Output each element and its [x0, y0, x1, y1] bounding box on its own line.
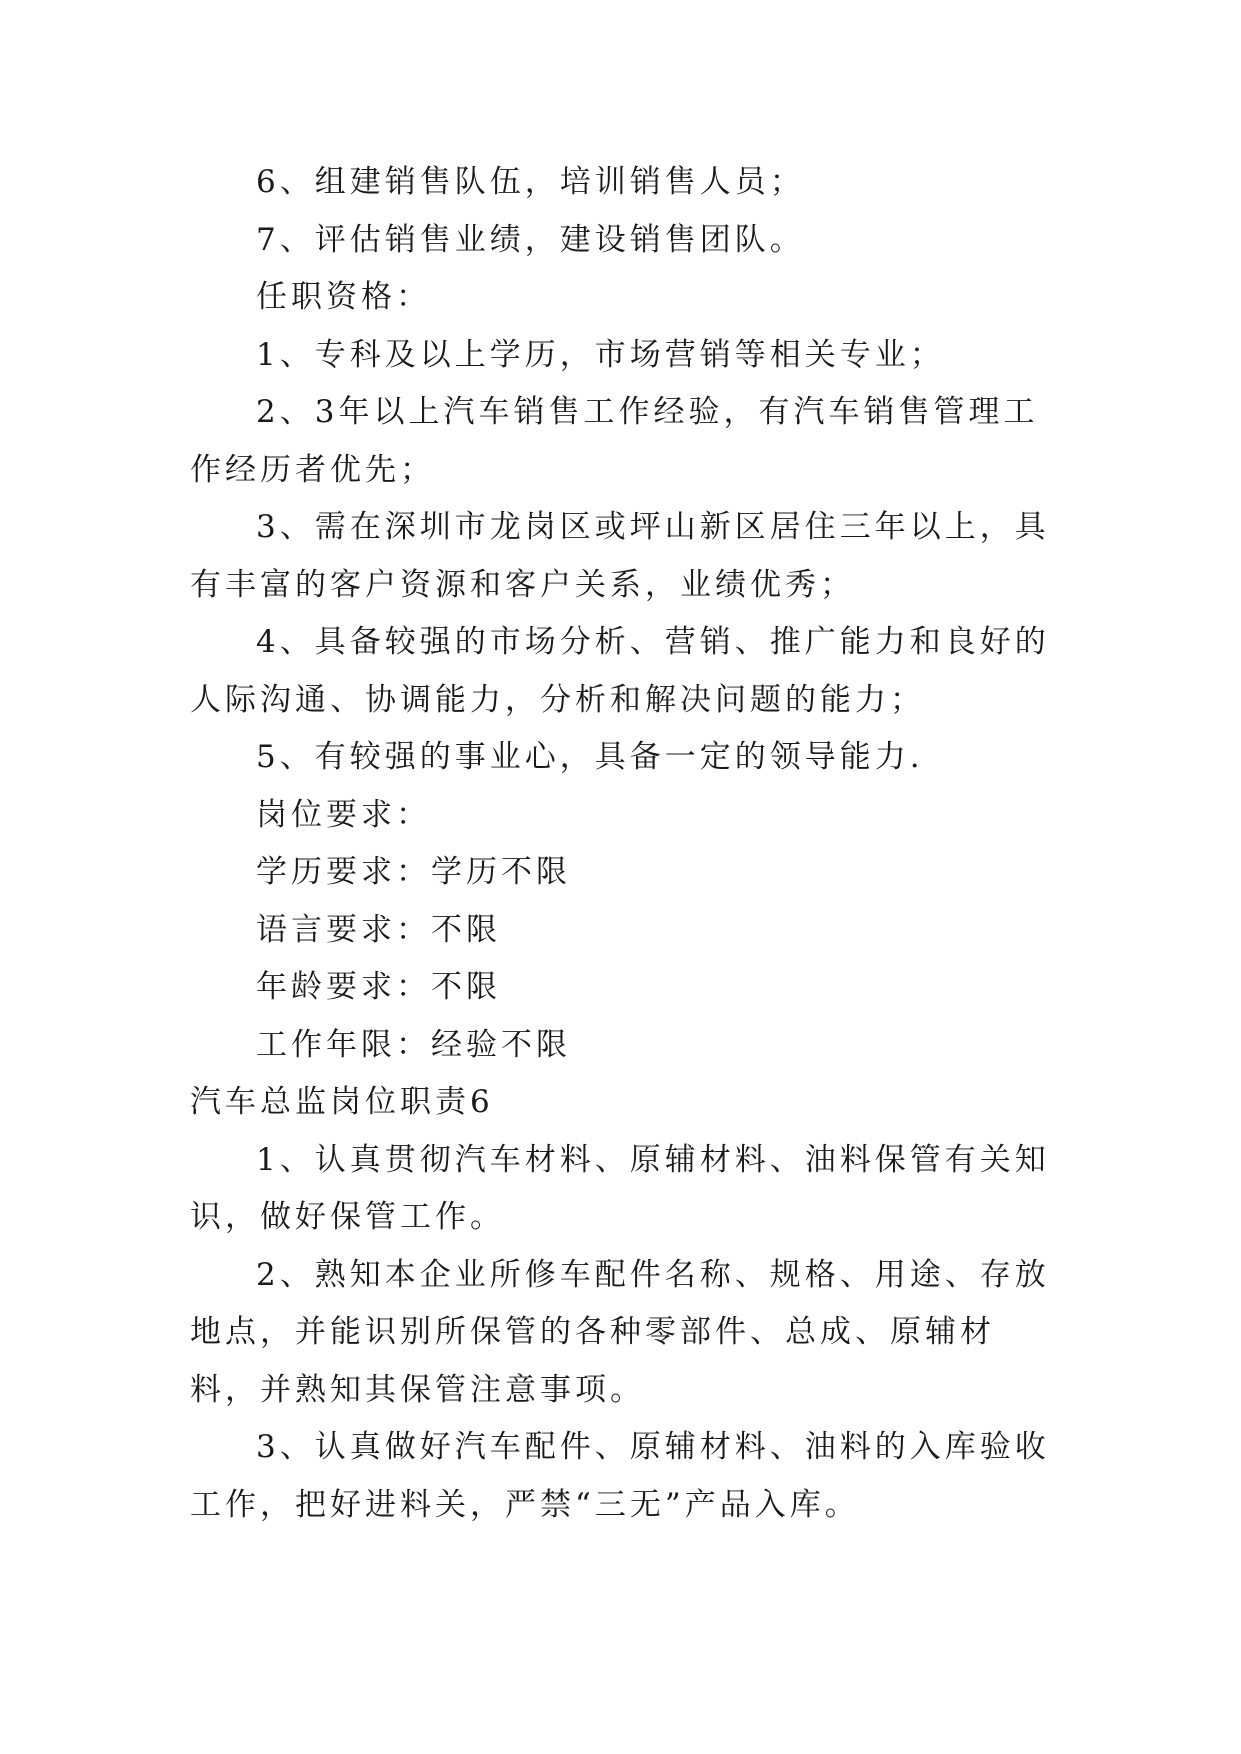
paragraph: 7、评估销售业绩，建设销售团队。 — [256, 221, 805, 258]
paragraph: 5、有较强的事业心，具备一定的领导能力. — [256, 739, 924, 775]
requirement-line: 学历要求：学历不限 — [256, 854, 571, 890]
section-heading: 任职资格： — [256, 279, 431, 315]
requirement-line: 工作年限：经验不限 — [256, 1026, 571, 1063]
paragraph: 6、组建销售队伍，培训销售人员； — [256, 164, 805, 200]
section-heading: 岗位要求： — [256, 796, 431, 833]
document-body — [190, 154, 1060, 1534]
requirement-line: 年龄要求：不限 — [256, 969, 501, 1005]
paragraph: 2、3年以上汽车销售工作经验，有汽车销售管理工作经历者优先； — [190, 394, 1039, 488]
paragraph: 3、认真做好汽车配件、原辅材料、油料的入库验收工作，把好进料关，严禁“三无”产品入库。 — [190, 1429, 1050, 1523]
paragraph: 1、专科及以上学历，市场营销等相关专业； — [256, 336, 945, 373]
paragraph: 3、需在深圳市龙岗区或坪山新区居住三年以上，具有丰富的客户资源和客户关系，业绩优秀； — [190, 509, 1050, 603]
paragraph: 1、认真贯彻汽车材料、原辅材料、油料保管有关知识，做好保管工作。 — [190, 1141, 1050, 1235]
paragraph: 2、熟知本企业所修车配件名称、规格、用途、存放地点，并能识别所保管的各种零部件、总成、原辅材料，并熟知其保管注意事项。 — [190, 1256, 1050, 1408]
paragraph: 4、具备较强的市场分析、营销、推广能力和良好的人际沟通、协调能力，分析和解决问题的能力； — [190, 624, 1050, 718]
requirement-line: 语言要求：不限 — [256, 911, 501, 948]
document-title: 汽车总监岗位职责6 — [190, 1084, 494, 1120]
